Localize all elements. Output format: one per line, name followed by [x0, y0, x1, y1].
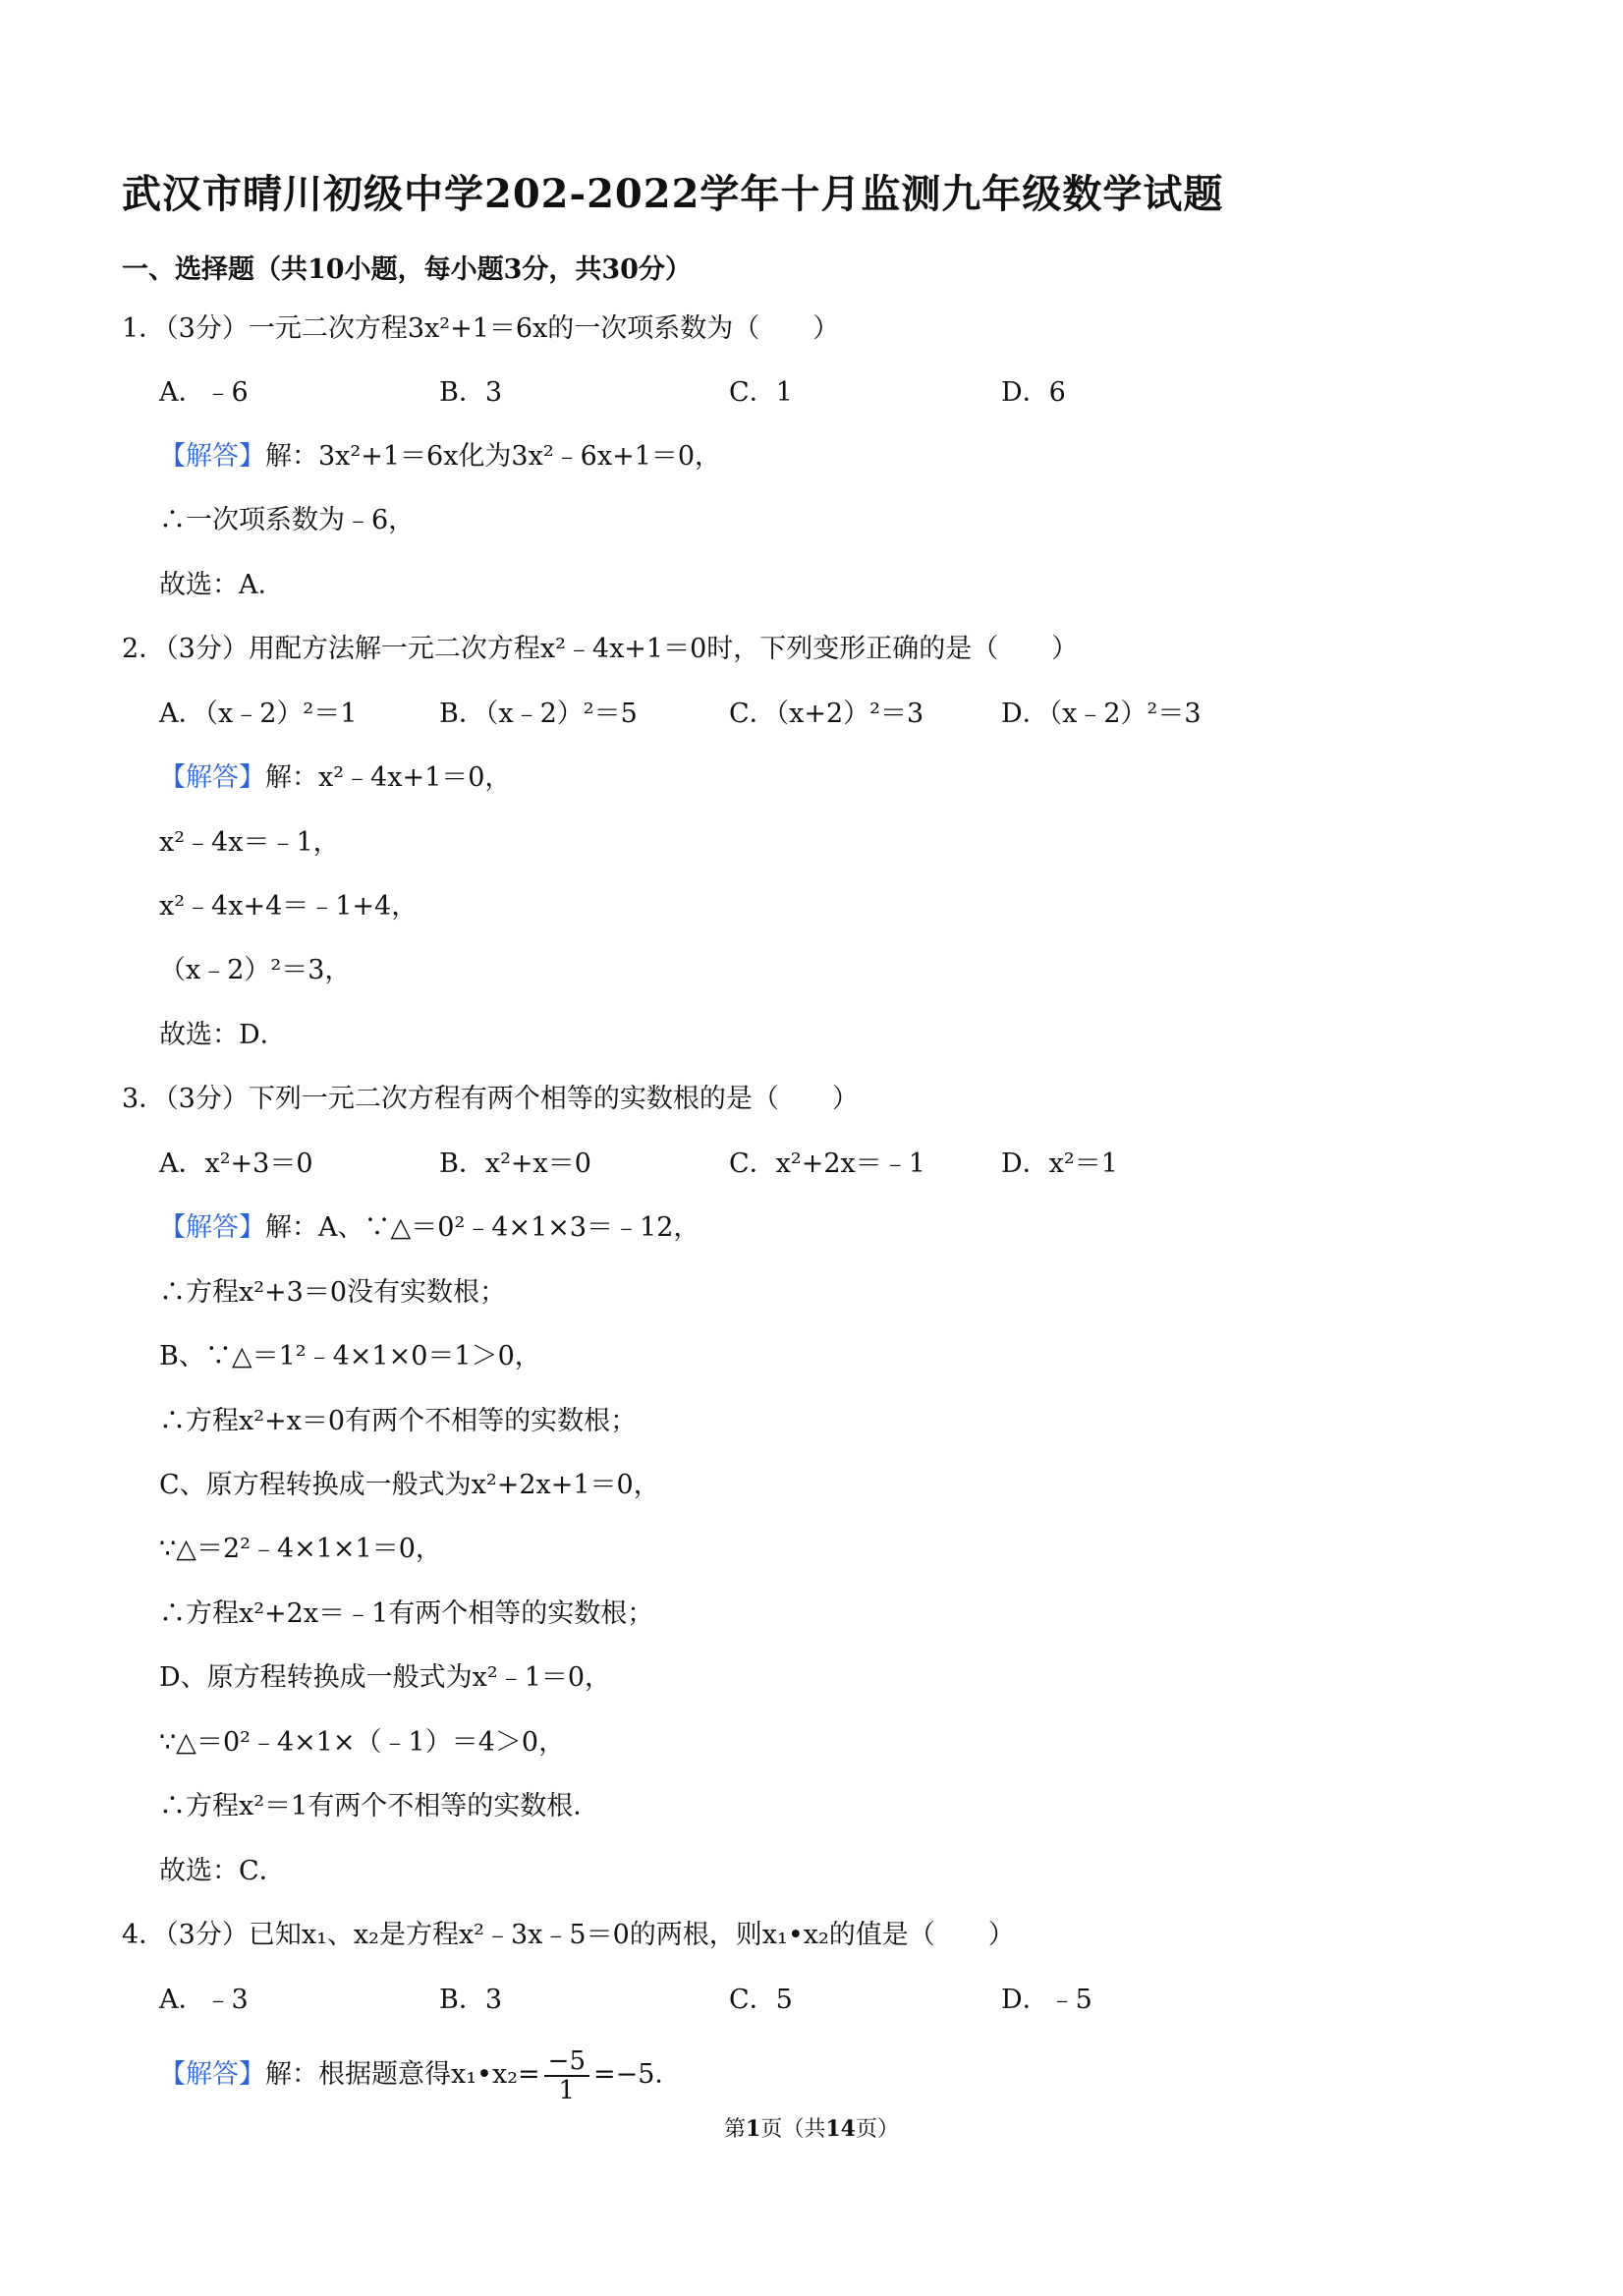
fraction — [544, 2047, 589, 2104]
page-number: 1 — [746, 2116, 761, 2142]
question-1-stem: 1．（3分）一元二次方程3x²+1＝6x的一次项系数为（ ） — [122, 313, 840, 344]
q3-option-b: B．x²+x＝0 — [439, 1148, 591, 1179]
page-title: 武汉市晴川初级中学202-2022学年十月监测九年级数学试题 — [122, 171, 1224, 217]
section-heading: 一、选择题（共10小题，每小题3分，共30分） — [122, 254, 692, 285]
q4-option-d: D．﹣5 — [1001, 1985, 1092, 2015]
q4-option-c: C．5 — [729, 1985, 793, 2015]
question-3-stem: 3．（3分）下列一元二次方程有两个相等的实数根的是（ ） — [122, 1084, 859, 1114]
q2-option-d: D．（x﹣2）²＝3 — [1001, 699, 1202, 729]
answer-tag: 【解答】 — [159, 2059, 265, 2090]
q4-option-b: B．3 — [439, 1985, 503, 2015]
q3-solution-line-6: ∵△＝2²﹣4×1×1＝0， — [159, 1534, 442, 1564]
q2-option-a: A．（x﹣2）²＝1 — [159, 699, 358, 729]
q1-option-d: D．6 — [1001, 377, 1066, 408]
q2-solution-line-4: （x﹣2）²＝3， — [159, 955, 352, 985]
q2-option-c: C．（x+2）²＝3 — [729, 699, 924, 729]
q3-solution-line-5: C、原方程转换成一般式为x²+2x+1＝0， — [159, 1470, 660, 1500]
question-4-stem: 4．（3分）已知x₁、x₂是方程x²﹣3x﹣5＝0的两根，则x₁•x₂的值是（ ） — [122, 1920, 1015, 1950]
q2-solution-line-5: 故选：D． — [159, 1020, 287, 1050]
q1-solution-line-1: 【解答】解：3x²+1＝6x化为3x²﹣6x+1＝0， — [159, 441, 722, 472]
answer-tag: 【解答】 — [159, 1212, 265, 1243]
q1-solution-line-3: 故选：A． — [159, 570, 285, 600]
q2-option-b: B．（x﹣2）²＝5 — [439, 699, 638, 729]
q3-option-a: A．x²+3＝0 — [159, 1148, 313, 1179]
page-footer: 第1页（共14页） — [724, 2116, 899, 2142]
q3-solution-line-10: ∴方程x²＝1有两个不相等的实数根． — [159, 1791, 600, 1821]
q3-solution-line-11: 故选：C． — [159, 1856, 286, 1886]
total-pages: 14 — [825, 2116, 856, 2142]
fraction-denominator: 1 — [558, 2075, 576, 2105]
q3-solution-line-1: 【解答】解：A、∵△＝0²﹣4×1×3＝﹣12， — [159, 1212, 700, 1243]
q1-option-c: C．1 — [729, 377, 793, 408]
q3-solution-line-3: B、∵△＝1²﹣4×1×0＝1＞0， — [159, 1341, 541, 1372]
q3-solution-line-4: ∴方程x²+x＝0有两个不相等的实数根； — [159, 1406, 638, 1436]
q3-solution-line-2: ∴方程x²+3＝0没有实数根； — [159, 1277, 507, 1308]
q2-solution-line-1: 【解答】解：x²﹣4x+1＝0， — [159, 762, 512, 793]
q3-option-c: C．x²+2x＝﹣1 — [729, 1148, 925, 1179]
question-2-stem: 2．（3分）用配方法解一元二次方程x²﹣4x+1＝0时，下列变形正确的是（ ） — [122, 634, 1079, 664]
q4-option-a: A．﹣3 — [159, 1985, 249, 2015]
q4-solution-line-1: 【解答】解：根据题意得x₁•x₂= $\frac{-5}{1}$ =−5． — [159, 2045, 682, 2105]
q2-solution-line-2: x²﹣4x＝﹣1， — [159, 827, 340, 858]
answer-tag: 【解答】 — [159, 762, 265, 793]
q3-solution-line-9: ∵△＝0²﹣4×1×（﹣1）＝4＞0， — [159, 1727, 566, 1758]
fraction-numerator: −5 — [544, 2047, 589, 2077]
q1-option-a: A．﹣6 — [159, 377, 249, 408]
q1-solution-line-2: ∴一次项系数为﹣6， — [159, 505, 416, 535]
q2-solution-line-3: x²﹣4x+4＝﹣1+4， — [159, 891, 419, 922]
q3-option-d: D．x²＝1 — [1001, 1148, 1118, 1179]
q3-solution-line-7: ∴方程x²+2x＝﹣1有两个相等的实数根； — [159, 1598, 654, 1629]
q3-solution-line-8: D、原方程转换成一般式为x²﹣1＝0， — [159, 1662, 612, 1693]
q1-option-b: B．3 — [439, 377, 503, 408]
answer-tag: 【解答】 — [159, 441, 265, 472]
